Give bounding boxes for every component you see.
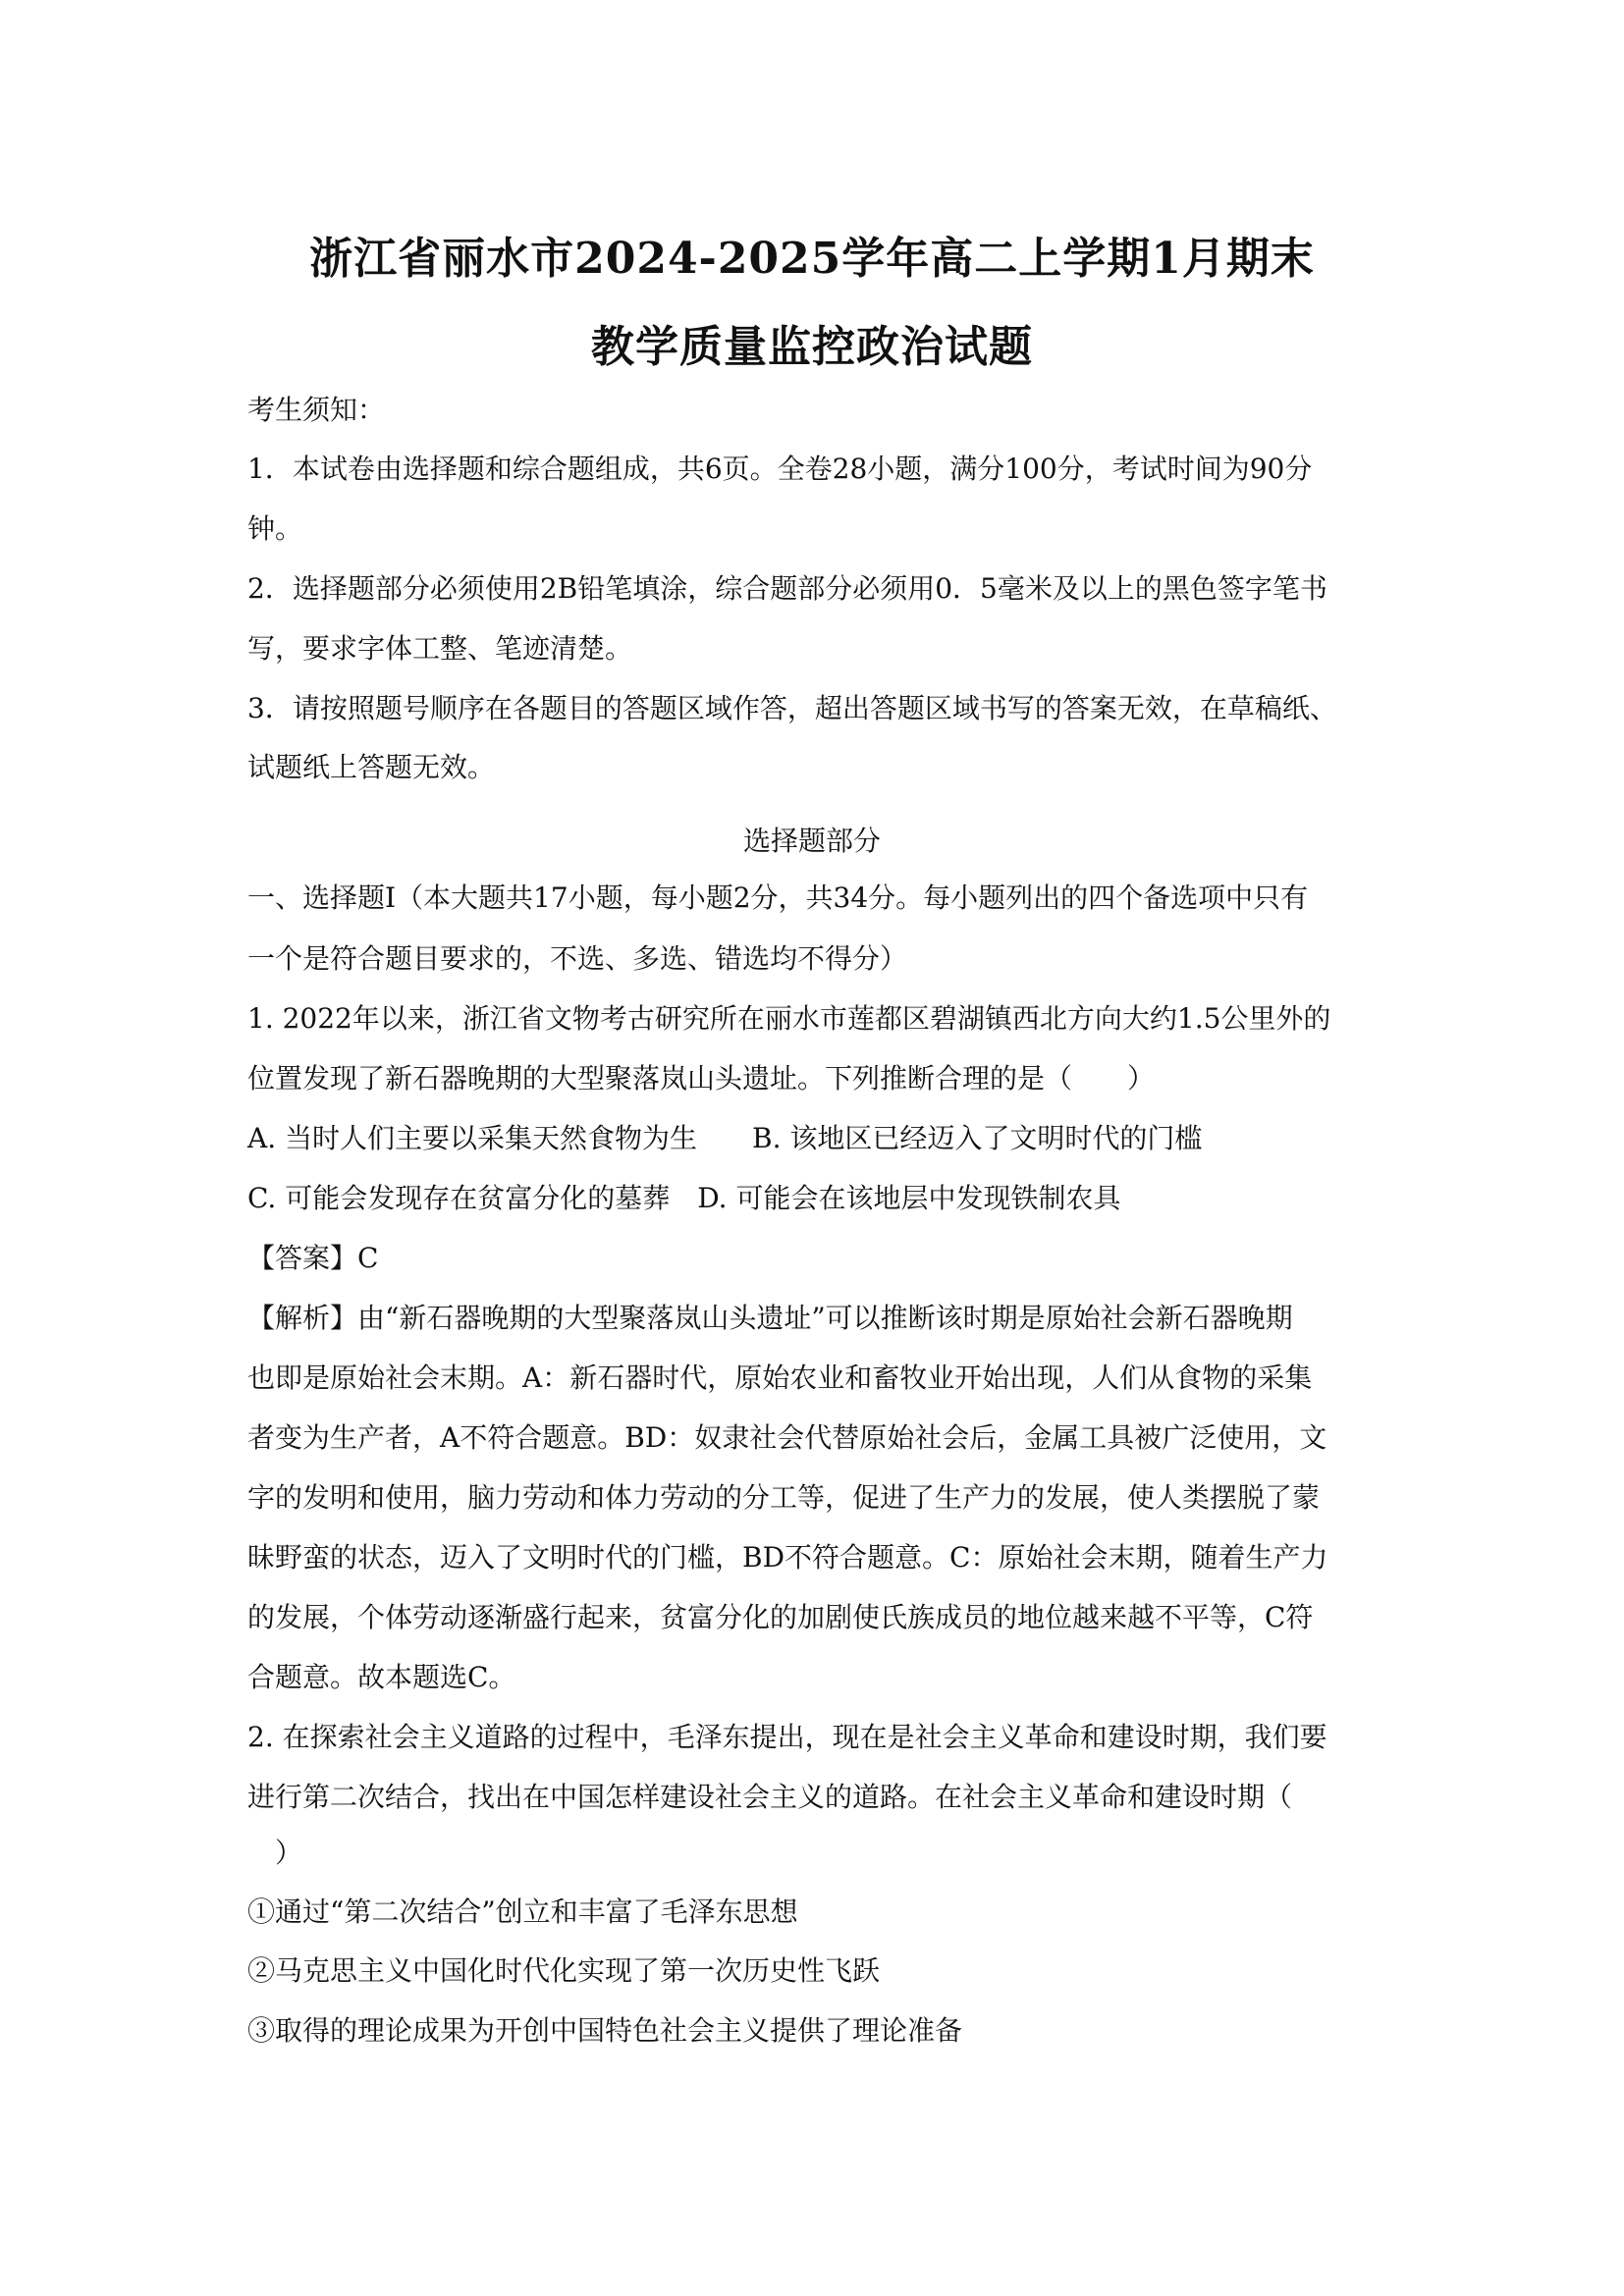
section-heading: 选择题部分 xyxy=(742,825,881,857)
q1-analysis-line: 的发展，个体劳动逐渐盛行起来，贫富分化的加剧使氏族成员的地位越来越不平等，C符 xyxy=(247,1601,1314,1633)
q1-options-row: C. 可能会发现存在贫富分化的墓葬 D. 可能会在该地层中发现铁制农具 xyxy=(247,1182,1121,1214)
notice-line: 写，要求字体工整、笔迹清楚。 xyxy=(247,632,633,665)
q1-stem-line: 1. 2022年以来，浙江省文物考古研究所在丽水市莲都区碧湖镇西北方向大约1.5公里外的 xyxy=(247,1002,1331,1035)
page-title-line-2: 教学质量监控政治试题 xyxy=(591,322,1033,372)
q1-analysis-line: 【解析】由“新石器晚期的大型聚落岚山头遗址”可以推断该时期是原始社会新石器晚期 xyxy=(247,1302,1293,1334)
notice-line: 钟。 xyxy=(247,512,303,545)
notice-line: 试题纸上答题无效。 xyxy=(247,751,496,783)
q1-stem-line: 位置发现了新石器晚期的大型聚落岚山头遗址。下列推断合理的是（ ） xyxy=(247,1062,1156,1095)
q2-stem-line: 进行第二次结合，找出在中国怎样建设社会主义的道路。在社会主义革命和建设时期（ xyxy=(247,1781,1293,1813)
q2-stem-line: 2. 在探索社会主义道路的过程中，毛泽东提出，现在是社会主义革命和建设时期，我们要 xyxy=(247,1721,1327,1753)
page-title-line-1: 浙江省丽水市2024-2025学年高二上学期1月期末 xyxy=(309,234,1315,284)
q1-analysis-line: 合题意。故本题选C。 xyxy=(247,1661,516,1693)
q1-analysis-line: 者变为生产者，A不符合题意。BD：奴隶社会代替原始社会后，金属工具被广泛使用，文 xyxy=(247,1421,1327,1454)
q1-options-row: A. 当时人们主要以采集天然食物为生 B. 该地区已经迈入了文明时代的门槛 xyxy=(247,1122,1203,1154)
section-intro-line: 一个是符合题目要求的，不选、多选、错选均不得分） xyxy=(247,942,908,975)
q1-analysis-line: 字的发明和使用，脑力劳动和体力劳动的分工等，促进了生产力的发展，使人类摆脱了蒙 xyxy=(247,1481,1321,1514)
q2-stem-line: ） xyxy=(247,1837,303,1869)
q2-item: ①通过“第二次结合”创立和丰富了毛泽东思想 xyxy=(247,1896,798,1928)
q1-analysis-line: 也即是原始社会末期。A：新石器时代，原始农业和畜牧业开始出现，人们从食物的采集 xyxy=(247,1362,1313,1394)
notice-heading: 考生须知： xyxy=(247,394,386,426)
q1-analysis-line: 昧野蛮的状态，迈入了文明时代的门槛，BD不符合题意。C：原始社会末期，随着生产力 xyxy=(247,1541,1328,1574)
section-intro-line: 一、选择题I（本大题共17小题，每小题2分，共34分。每小题列出的四个备选项中只有 xyxy=(247,881,1309,914)
notice-line: 1．本试卷由选择题和综合题组成，共6页。全卷28小题，满分100分，考试时间为90分 xyxy=(247,453,1313,485)
q2-item: ③取得的理论成果为开创中国特色社会主义提供了理论准备 xyxy=(247,2014,963,2047)
notice-line: 2．选择题部分必须使用2B铅笔填涂，综合题部分必须用0．5毫米及以上的黑色签字笔书 xyxy=(247,572,1327,605)
notice-line: 3．请按照题号顺序在各题目的答题区域作答，超出答题区域书写的答案无效，在草稿纸、 xyxy=(247,692,1337,724)
q1-answer: 【答案】C xyxy=(247,1242,379,1274)
q2-item: ②马克思主义中国化时代化实现了第一次历史性飞跃 xyxy=(247,1954,881,1987)
